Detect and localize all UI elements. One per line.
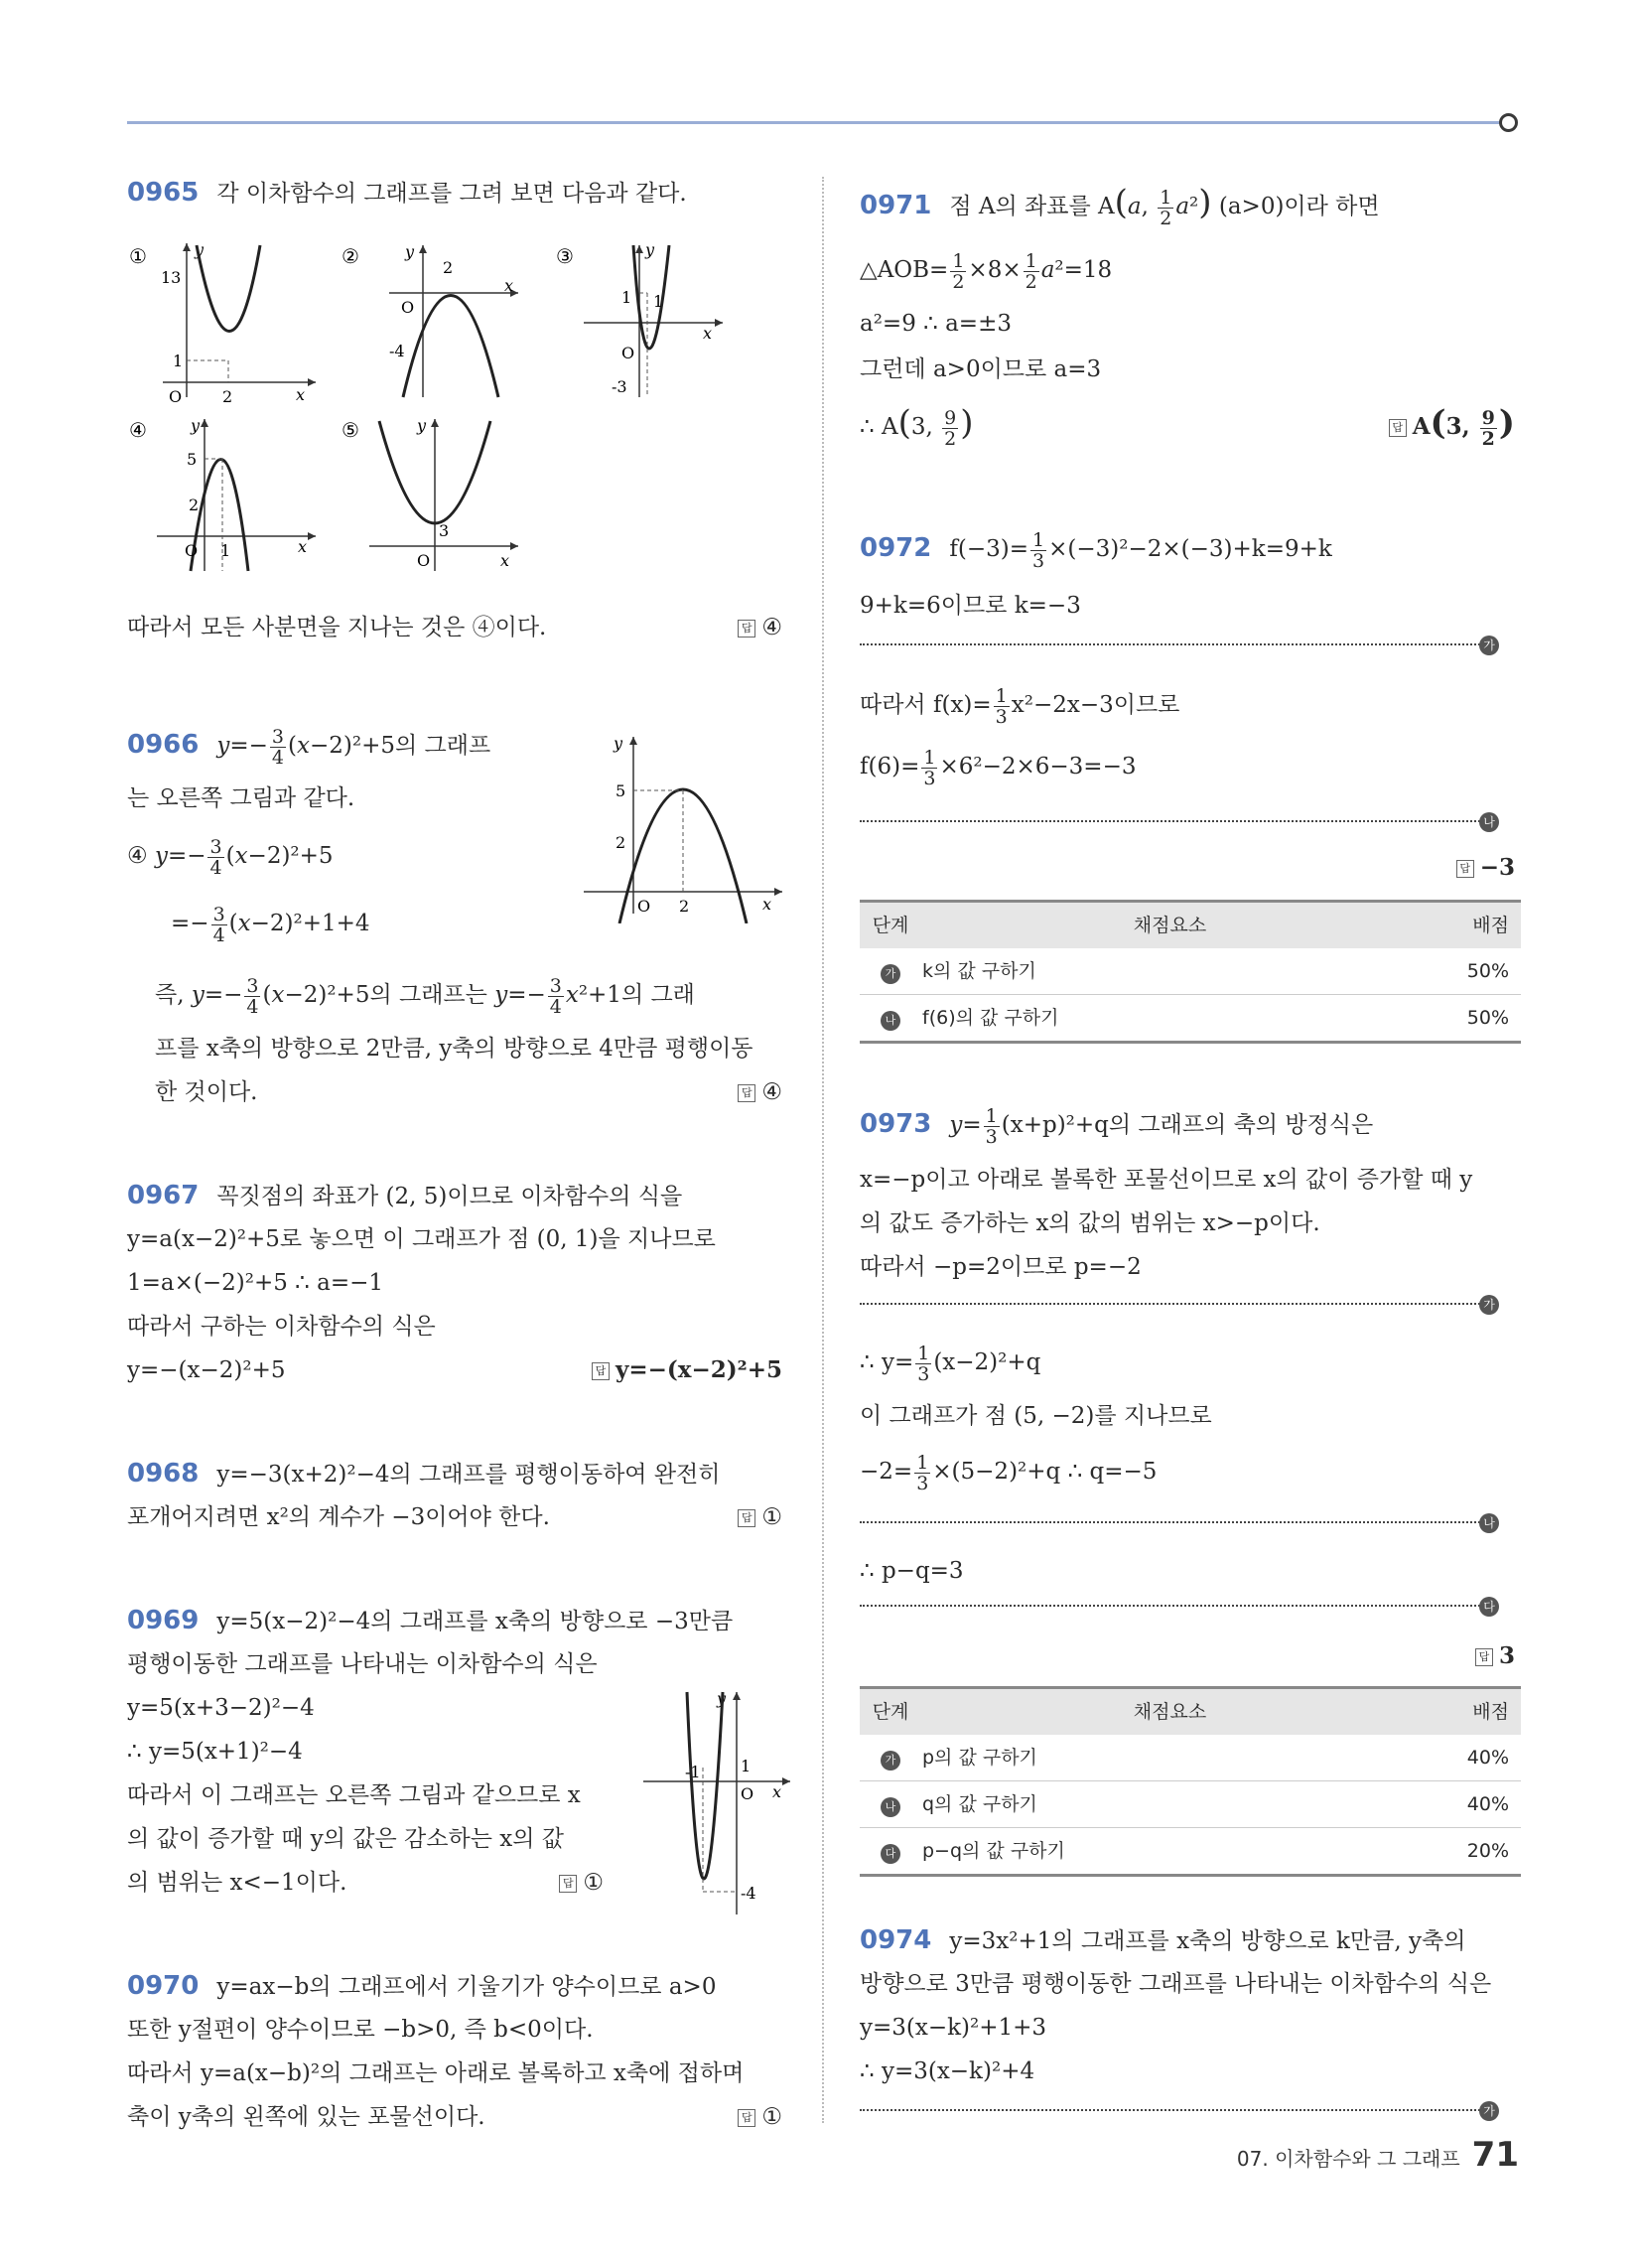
p0973-line5: ∴ y= $\frac{1}{3}$ (x−2)²+q bbox=[860, 1342, 1041, 1385]
svg-text:x: x bbox=[703, 324, 713, 343]
svg-text:5: 5 bbox=[187, 450, 198, 469]
p0965-intro: 0965 각 이차함수의 그래프를 그려 보면 다음과 같다. bbox=[127, 178, 687, 208]
svg-text:⑤: ⑤ bbox=[342, 418, 359, 442]
svg-text:④: ④ bbox=[129, 418, 147, 442]
page-number: 71 bbox=[1471, 2135, 1519, 2175]
svg-text:y: y bbox=[645, 240, 655, 259]
svg-text:1: 1 bbox=[741, 1757, 752, 1775]
p0970-line1: 0970 y=ax−b의 그래프에서 기울기가 양수이므로 a>0 bbox=[127, 1971, 717, 2001]
p0965-answer: 답 ④ bbox=[738, 606, 782, 649]
p0965-graph-1 bbox=[127, 233, 326, 402]
p0973-line8: ∴ p−q=3 bbox=[860, 1558, 964, 1584]
p0972-line4: f(6)= $\frac{1}{3}$ ×6²−2×6−3=−3 bbox=[860, 746, 1137, 789]
svg-text:3: 3 bbox=[439, 521, 450, 540]
p0967-line3: 1=a×(−2)²+5 ∴ a=−1 bbox=[127, 1270, 384, 1296]
p0972-line2: 9+k=6이므로 k=−3 bbox=[860, 593, 1081, 619]
p0969-line4: ∴ y=5(x+1)²−4 bbox=[127, 1739, 303, 1765]
svg-text:-3: -3 bbox=[612, 377, 627, 396]
p0968-line1: 0968 y=−3(x+2)²−4의 그래프를 평행이동하여 완전히 bbox=[127, 1459, 721, 1488]
svg-text:5: 5 bbox=[616, 781, 626, 800]
p0970-line3: 따라서 y=a(x−b)²의 그래프는 아래로 볼록하고 x축에 접하며 bbox=[127, 2060, 745, 2086]
svg-text:y: y bbox=[191, 416, 201, 435]
step-na-icon: 나 bbox=[881, 1011, 900, 1031]
graph-mark: ① bbox=[129, 244, 147, 268]
step-da-icon: 다 bbox=[1479, 1597, 1499, 1617]
answer-icon: 답 bbox=[1456, 860, 1474, 878]
p0969-line1: 0969 y=5(x−2)²−4의 그래프를 x축의 방향으로 −3만큼 bbox=[127, 1606, 734, 1635]
table-row: 가 p의 값 구하기 40% bbox=[860, 1735, 1521, 1781]
svg-text:y: y bbox=[417, 416, 427, 435]
p0965-graph-3 bbox=[554, 233, 753, 402]
p0965-graph-5 bbox=[340, 407, 538, 576]
answer-icon: 답 bbox=[1475, 1648, 1493, 1666]
svg-text:2: 2 bbox=[443, 258, 454, 277]
p0967-line1: 0967 꼭짓점의 좌표가 (2, 5)이므로 이차함수의 식을 bbox=[127, 1181, 683, 1210]
step-ga-icon: 가 bbox=[1479, 2101, 1499, 2121]
p0969-line3: y=5(x+3−2)²−4 bbox=[127, 1695, 315, 1721]
p0974-line1: 0974 y=3x²+1의 그래프를 x축의 방향으로 k만큼, y축의 bbox=[860, 1925, 1466, 1955]
table-row: 나 f(6)의 값 구하기 50% bbox=[860, 995, 1521, 1043]
svg-text:O: O bbox=[741, 1784, 754, 1803]
header-dot bbox=[1499, 113, 1518, 132]
p0971-line1: 0971 점 A의 좌표를 A(a, $\frac{1}{2}$ a²) (a>0)이라 하면 bbox=[860, 183, 1380, 229]
header-rule bbox=[127, 121, 1507, 124]
svg-text:O: O bbox=[401, 298, 415, 317]
p0965-graph-4 bbox=[127, 407, 326, 576]
p0965-conclusion: 따라서 모든 사분면을 지나는 것은 ④이다. 답 ④ bbox=[127, 606, 782, 649]
table-header-row: 단계 채점요소 배점 bbox=[860, 902, 1521, 949]
svg-text:O: O bbox=[417, 551, 431, 570]
svg-text:y: y bbox=[405, 242, 415, 261]
answer-icon: 답 bbox=[592, 1362, 610, 1380]
p0973-divider-ga bbox=[860, 1298, 1495, 1312]
p0965-graph-2 bbox=[340, 233, 538, 402]
svg-text:O: O bbox=[185, 541, 199, 560]
p0974-line3: y=3(x−k)²+1+3 bbox=[860, 2015, 1047, 2041]
p0966-line5: 프를 x축의 방향으로 2만큼, y축의 방향으로 4만큼 평행이동 bbox=[155, 1036, 753, 1062]
svg-text:-4: -4 bbox=[389, 342, 405, 360]
p0969-line5: 따라서 이 그래프는 오른쪽 그림과 같으므로 x bbox=[127, 1782, 581, 1808]
p0969-line2: 평행이동한 그래프를 나타내는 이차함수의 식은 bbox=[127, 1651, 598, 1677]
p0973-divider-na bbox=[860, 1516, 1495, 1530]
svg-text:2: 2 bbox=[679, 897, 690, 916]
table-row: 가 k의 값 구하기 50% bbox=[860, 948, 1521, 995]
p0972-line3: 따라서 f(x)= $\frac{1}{3}$ x²−2x−3이므로 bbox=[860, 684, 1180, 728]
p0971-line4: 그런데 a>0이므로 a=3 bbox=[860, 356, 1102, 382]
p0971-answer: 답 A(3, $\frac{9}{2}$ ) bbox=[1389, 401, 1515, 449]
answer-icon: 답 bbox=[559, 1875, 577, 1893]
step-na-icon: 나 bbox=[881, 1797, 900, 1817]
svg-text:1: 1 bbox=[173, 352, 184, 370]
svg-text:y: y bbox=[614, 734, 623, 753]
svg-text:O: O bbox=[621, 344, 635, 362]
svg-text:2: 2 bbox=[189, 496, 200, 514]
answer-icon: 답 bbox=[1389, 419, 1407, 437]
svg-text:x: x bbox=[762, 895, 772, 914]
svg-text:-1: -1 bbox=[685, 1763, 701, 1781]
svg-text:②: ② bbox=[342, 244, 359, 268]
svg-text:x: x bbox=[296, 385, 306, 402]
p0974-line2: 방향으로 3만큼 평행이동한 그래프를 나타내는 이차함수의 식은 bbox=[860, 1971, 1492, 1997]
p0970-line2: 또한 y절편이 양수이므로 −b>0, 즉 b<0이다. bbox=[127, 2017, 594, 2043]
svg-text:x: x bbox=[504, 276, 514, 295]
svg-text:O: O bbox=[169, 387, 183, 402]
table-row: 나 q의 값 구하기 40% bbox=[860, 1781, 1521, 1828]
p0967-line4: 따라서 구하는 이차함수의 식은 bbox=[127, 1314, 436, 1340]
p0971-line2: △AOB= $\frac{1}{2}$ ×8× $\frac{1}{2}$ a²=18 bbox=[860, 249, 1113, 293]
column-separator bbox=[822, 177, 824, 2123]
svg-text:O: O bbox=[637, 897, 651, 916]
answer-icon: 답 bbox=[738, 1509, 755, 1527]
answer-icon: 답 bbox=[738, 1084, 755, 1102]
p0973-line2: x=−p이고 아래로 볼록한 포물선이므로 x의 값이 증가할 때 y bbox=[860, 1167, 1473, 1193]
p0972-answer: 답 −3 bbox=[1456, 846, 1515, 890]
p0969-line6: 의 값이 증가할 때 y의 값은 감소하는 x의 값 bbox=[127, 1826, 564, 1852]
svg-text:1: 1 bbox=[621, 288, 632, 307]
p0973-line4: 따라서 −p=2이므로 p=−2 bbox=[860, 1254, 1142, 1280]
p0966-line3: =− $\frac{3}{4}$ (x−2)²+1+4 bbox=[171, 903, 370, 946]
svg-text:13: 13 bbox=[161, 268, 182, 287]
step-ga-icon: 가 bbox=[1479, 1295, 1499, 1315]
step-ga-icon: 가 bbox=[1479, 636, 1499, 655]
p0966-line6: 한 것이다. 답 ④ bbox=[155, 1070, 782, 1114]
p0972-divider-na bbox=[860, 815, 1495, 829]
p0966-answer: 답 ④ bbox=[738, 1070, 782, 1114]
svg-text:y: y bbox=[717, 1689, 727, 1708]
p0971-line5: ∴ A(3, $\frac{9}{2}$ ) 답 A(3, $\frac{9}{2}$ ) bbox=[860, 403, 1515, 450]
p0972-divider-ga bbox=[860, 638, 1495, 652]
p0972-line1: 0972 f(−3)= $\frac{1}{3}$ ×(−3)²−2×(−3)+k=9+k bbox=[860, 528, 1332, 572]
svg-text:2: 2 bbox=[616, 833, 626, 852]
step-ga-icon: 가 bbox=[881, 964, 900, 984]
step-na-icon: 나 bbox=[1479, 1513, 1499, 1533]
chapter-title: 07. 이차함수와 그 그래프 bbox=[1236, 2147, 1460, 2171]
p0973-line7: −2= $\frac{1}{3}$ ×(5−2)²+q ∴ q=−5 bbox=[860, 1451, 1158, 1494]
step-na-icon: 나 bbox=[1479, 812, 1499, 832]
p0966-line1: 0966 y=− $\frac{3}{4}$ (x−2)²+5의 그래프 bbox=[127, 725, 491, 769]
p0968-answer: 답 ① bbox=[738, 1495, 782, 1539]
page-footer bbox=[1237, 2135, 1519, 2175]
p0974-line4: ∴ y=3(x−k)²+4 bbox=[860, 2058, 1035, 2084]
step-ga-icon: 가 bbox=[881, 1751, 900, 1771]
p0969-answer: 답 ① bbox=[559, 1861, 604, 1905]
p0971-line3: a²=9 ∴ a=±3 bbox=[860, 311, 1012, 337]
p0973-answer: 답 3 bbox=[1475, 1634, 1515, 1678]
answer-icon: 답 bbox=[738, 2109, 755, 2127]
p0973-line6: 이 그래프가 점 (5, −2)를 지나므로 bbox=[860, 1403, 1212, 1429]
p0969-graph bbox=[643, 1688, 792, 1916]
p0969-line7: 의 범위는 x<−1이다. 답 ① bbox=[127, 1861, 604, 1905]
svg-text:1: 1 bbox=[220, 541, 231, 560]
p0972-score-table bbox=[860, 900, 1521, 1044]
p0967-answer: 답 y=−(x−2)²+5 bbox=[592, 1348, 782, 1392]
p0966-line4: 즉, y=− $\frac{3}{4}$ (x−2)²+5의 그래프는 y=− $\frac{3}{4}$ x²+1의 그래 bbox=[155, 974, 695, 1018]
p0974-divider-ga bbox=[860, 2104, 1495, 2118]
p0970-answer: 답 ① bbox=[738, 2095, 782, 2139]
svg-text:x: x bbox=[500, 551, 510, 570]
p0967-line2: y=a(x−2)²+5로 놓으면 이 그래프가 점 (0, 1)을 지나므로 bbox=[127, 1226, 716, 1252]
p0966-graph bbox=[584, 725, 782, 923]
table-row: 다 p−q의 값 구하기 20% bbox=[860, 1828, 1521, 1876]
svg-text:2: 2 bbox=[222, 387, 233, 402]
table-header-row: 단계 채점요소 배점 bbox=[860, 1688, 1521, 1736]
p0973-divider-da bbox=[860, 1600, 1495, 1614]
p0973-line3: 의 값도 증가하는 x의 값의 범위는 x>−p이다. bbox=[860, 1210, 1320, 1236]
svg-text:③: ③ bbox=[556, 244, 574, 268]
p0966-line2: ④ y=− $\frac{3}{4}$ (x−2)²+5 bbox=[127, 835, 334, 879]
p0973-score-table bbox=[860, 1686, 1521, 1877]
p0967-line5: y=−(x−2)²+5 답 y=−(x−2)²+5 bbox=[127, 1348, 782, 1392]
p0973-line1: 0973 y= $\frac{1}{3}$ (x+p)²+q의 그래프의 축의 방정식은 bbox=[860, 1104, 1374, 1148]
answer-icon: 답 bbox=[738, 620, 755, 638]
svg-text:1: 1 bbox=[653, 292, 664, 311]
step-da-icon: 다 bbox=[881, 1844, 900, 1864]
p0968-line2: 포개어지려면 x²의 계수가 −3이어야 한다. 답 ① bbox=[127, 1495, 782, 1539]
p0966-line1b: 는 오른쪽 그림과 같다. bbox=[127, 785, 355, 811]
svg-text:x: x bbox=[298, 537, 308, 556]
svg-text:-4: -4 bbox=[741, 1884, 756, 1903]
p0970-line4: 축이 y축의 왼쪽에 있는 포물선이다. 답 ① bbox=[127, 2095, 782, 2139]
svg-text:x: x bbox=[772, 1782, 782, 1801]
svg-text:y: y bbox=[195, 240, 205, 259]
